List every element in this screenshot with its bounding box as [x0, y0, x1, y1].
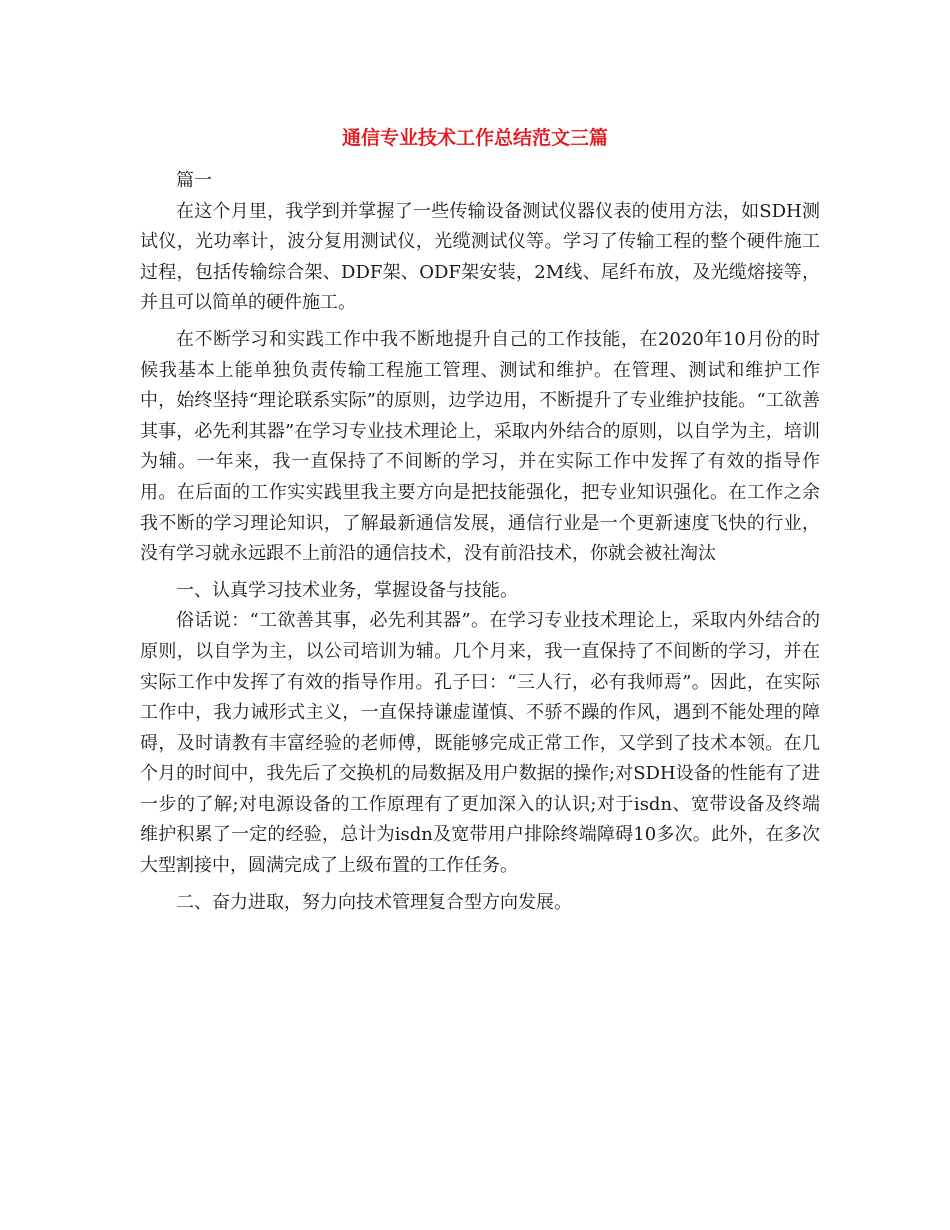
document-title: 通信专业技术工作总结范文三篇	[341, 127, 608, 149]
section-heading-part-one: 篇一	[176, 170, 212, 191]
document-body	[140, 166, 820, 918]
section-heading-1: 一、认真学习技术业务，掌握设备与技能。	[176, 579, 518, 601]
paragraph-3: 俗话说：“工欲善其事，必先利其器”。在学习专业技术理论上，采取内外结合的原则，以自学为主，以公司培训为辅。几个月来，我一直保持了不间断的学习，并在实际工作中发挥了有效的指导作用。孔子曰：“三人行，必有我师焉”。因此，在实际工作中，我力诫形式主义，一直保持谦虚谨慎、不骄不躁的作风，遇到不能处理的障碍，及时请教有丰富经验的老师傅，既能够完成正常工作，又学到了技术本领。在几个月的时间中，我先后了交换机的局数据及用户数据的操作;对SDH设备的性能有了进一步的了解;对电源设备的工作原理有了更加深入的认识;对于isdn、宽带设备及终端维护积累了一定的经验，总计为isdn及宽带用户排除终端障碍10多次。此外，在多次大型割接中，圆满完成了上级布置的工作任务。	[140, 610, 820, 877]
paragraph-1: 在这个月里，我学到并掌握了一些传输设备测试仪器仪表的使用方法，如SDH测试仪，光功率计，波分复用测试仪，光缆测试仪等。学习了传输工程的整个硬件施工过程，包括传输综合架、DDF架、ODF架安装，2M线、尾纤布放，及光缆熔接等，并且可以简单的硬件施工。	[140, 200, 820, 314]
paragraph-2: 在不断学习和实践工作中我不断地提升自己的工作技能，在2020年10月份的时候我基本上能单独负责传输工程施工管理、测试和维护。在管理、测试和维护工作中，始终坚持“理论联系实际”的原则，边学边用，不断提升了专业维护技能。“工欲善其事，必先利其器”在学习专业技术理论上，采取内外结合的原则，以自学为主，培训为辅。一年来，我一直保持了不间断的学习，并在实际工作中发挥了有效的指导作用。在后面的工作实实践里我主要方向是把技能强化，把专业知识强化。在工作之余我不断的学习理论知识，了解最新通信发展，通信行业是一个更新速度飞快的行业，没有学习就永远跟不上前沿的通信技术，没有前沿技术，你就会被社淘汰	[140, 328, 820, 565]
section-heading-2: 二、奋力进取，努力向技术管理复合型方向发展。	[176, 891, 572, 913]
